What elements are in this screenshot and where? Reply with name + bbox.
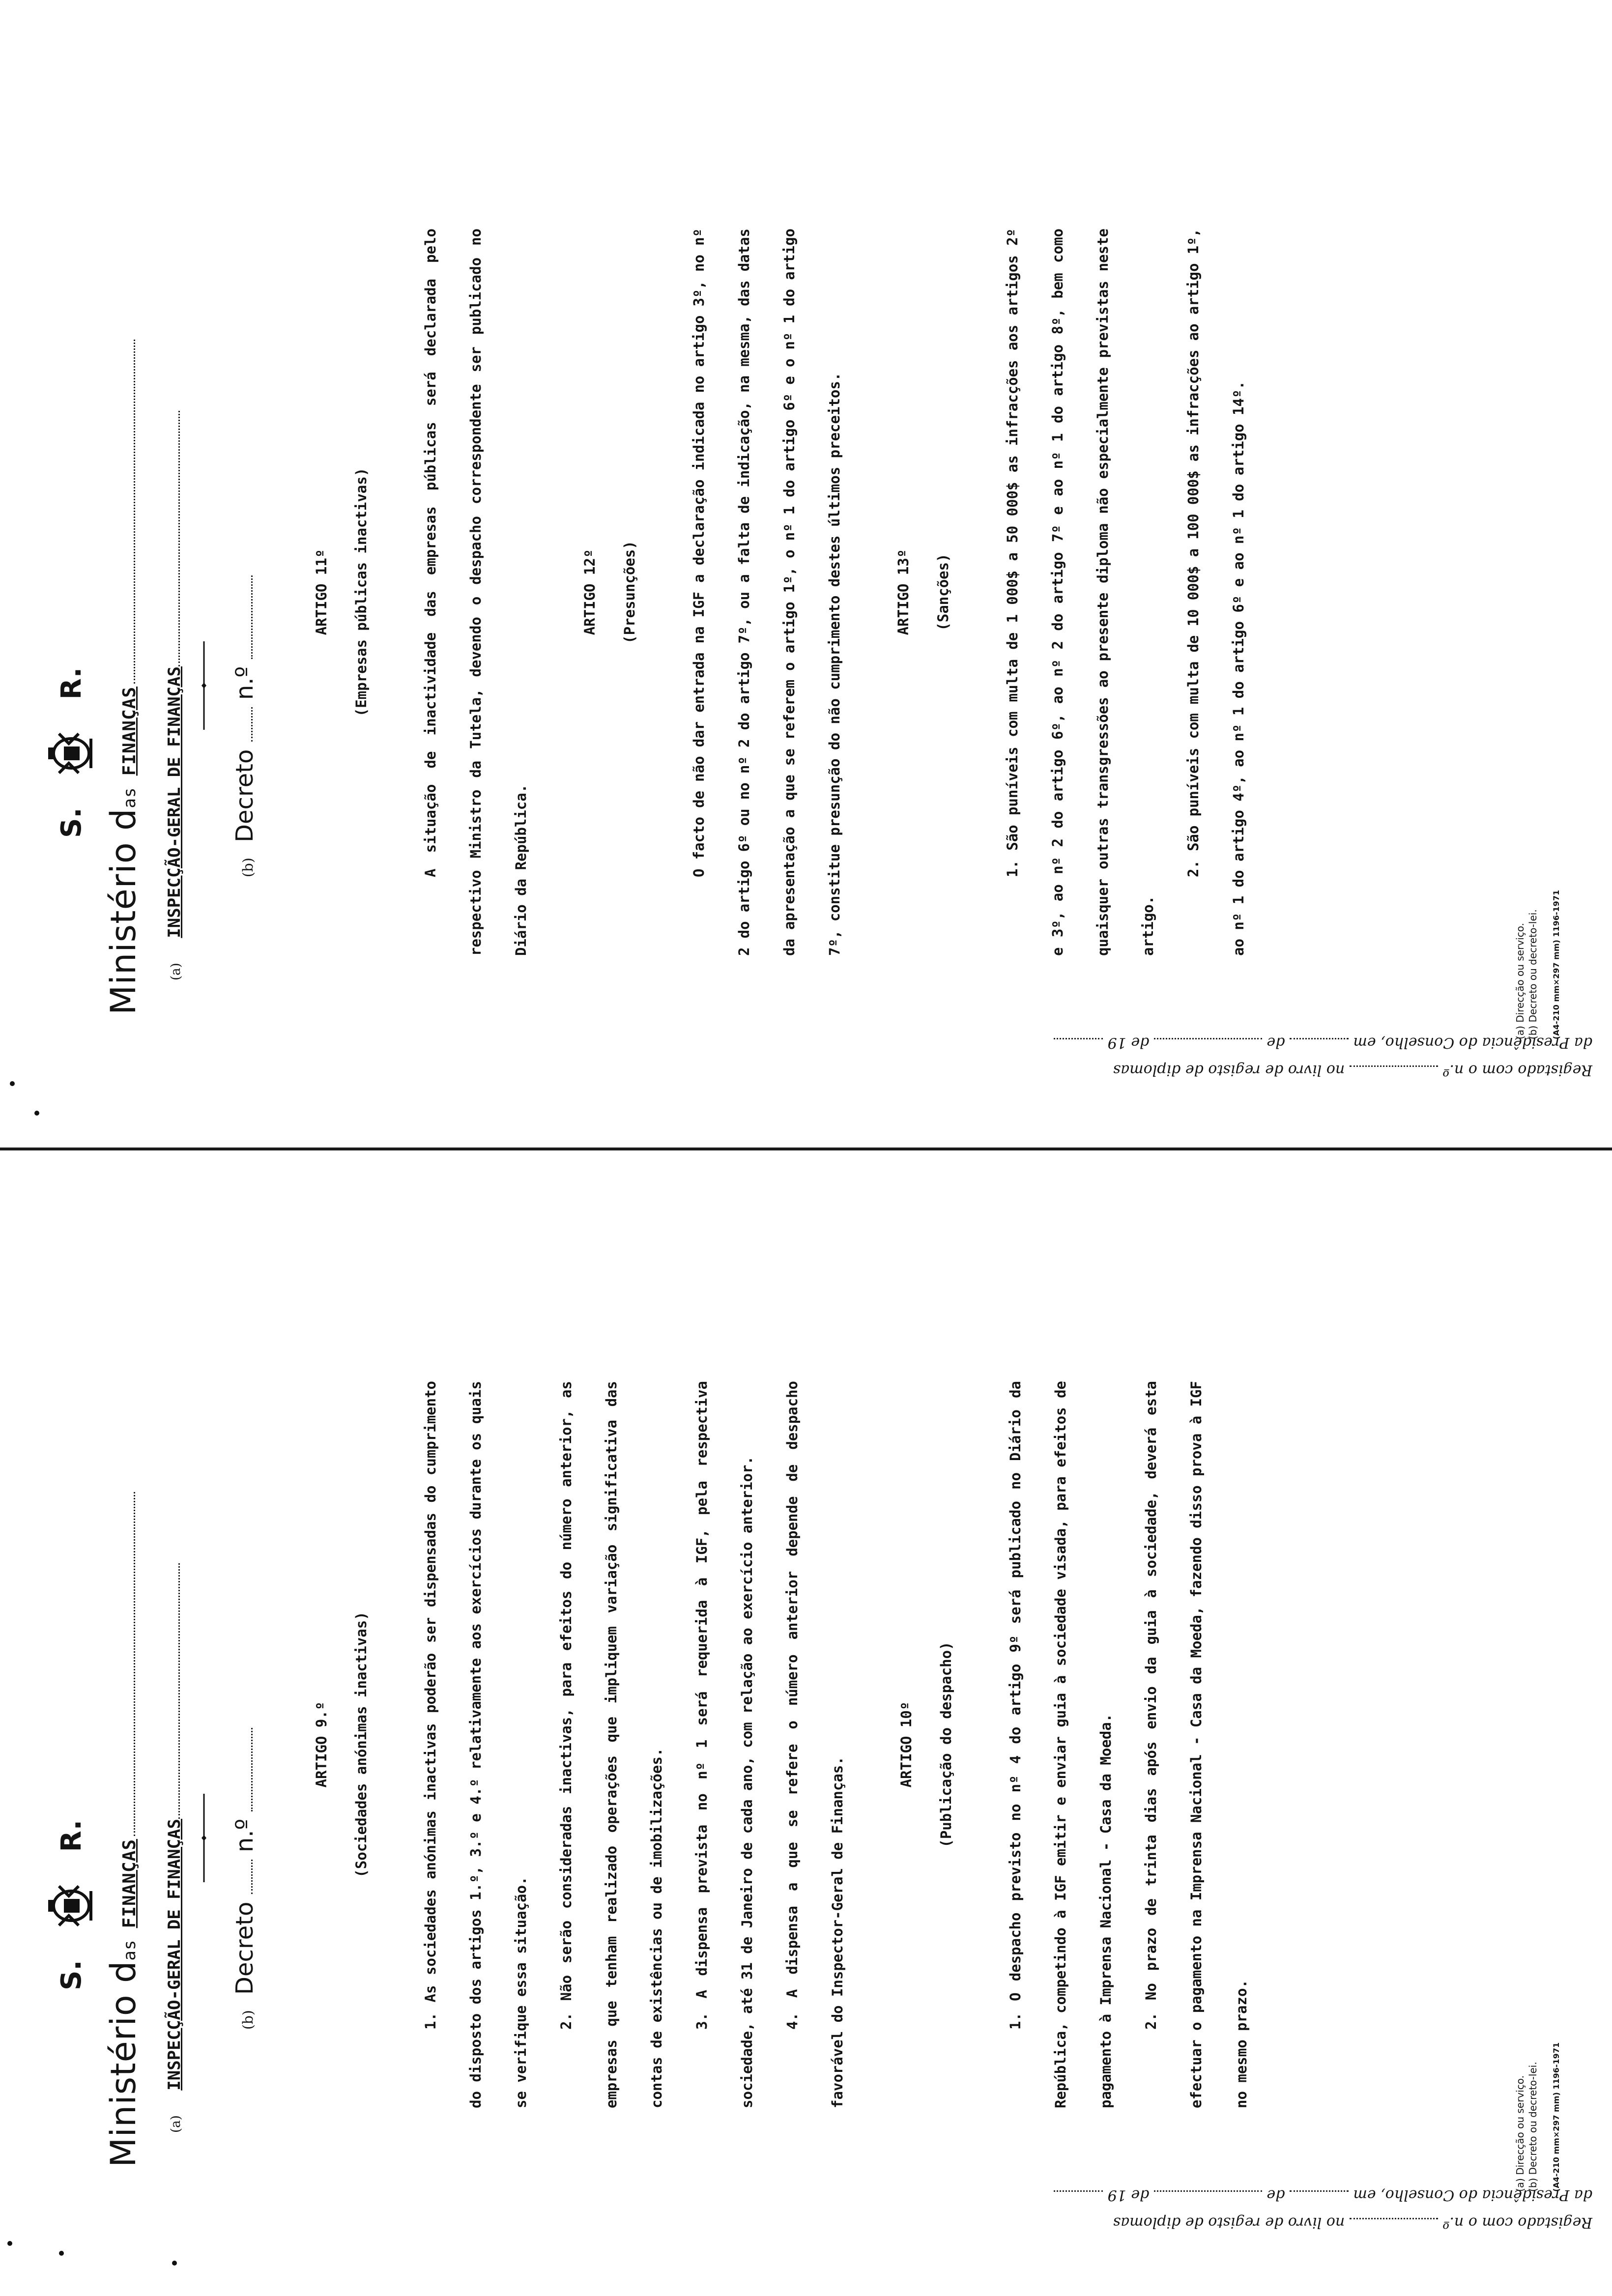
article-title: ARTIGO 10º [898, 1701, 915, 1788]
article-title: ARTIGO 12º [581, 549, 598, 635]
registration-number-blank [1350, 1065, 1438, 1067]
footnote-b: (b) Decreto ou decreto-lei. [1527, 2062, 1539, 2192]
registration-year-label: de 19 [1107, 1034, 1150, 1051]
article-subtitle: (Sanções) [935, 553, 951, 631]
decree-line [231, 1728, 259, 2030]
footnote-a: (a) Direcção ou serviço. [1514, 2075, 1526, 2192]
decree-label: Decreto [231, 1901, 259, 1995]
decree-body [315, 229, 1261, 956]
registration-de-label: de [1267, 2186, 1285, 2204]
service-line [165, 411, 184, 980]
service-line [165, 1563, 184, 2133]
footnote-a: (a) Direcção ou serviço. [1514, 923, 1526, 1039]
article-paragraph: 2. No prazo de trinta dias após envio da guia à sociedade, deverá esta efectuar o pagamento na Imprensa Nacional - Casa da Moeda, fazendo disso prova à IGF no mesmo prazo. [1143, 1381, 1250, 2108]
article-subtitle: (Empresas públicas inactivas) [353, 467, 370, 717]
ministry-das: as [120, 787, 140, 808]
decree-number-blank [251, 1728, 253, 1811]
form-code: (A4-210 mm×297 mm) 1196-1971 [1552, 890, 1561, 1039]
decree-label: Decreto [231, 749, 259, 842]
scan-speck [59, 2251, 64, 2256]
ornament-divider-icon [202, 1794, 206, 1882]
registration-month-blank [1154, 2190, 1262, 2192]
registration-day-blank [1290, 1038, 1349, 1039]
footnotes [1514, 890, 1563, 1039]
service-dotted-line [178, 411, 180, 666]
registration-number-blank [1350, 2218, 1438, 2219]
ministry-dotted-line [134, 340, 135, 684]
registration-label: Registado com o n.º [1442, 1062, 1592, 1079]
article-paragraph: 2. São puníveis com multa de 10 000$ a 100 000$ as infracções ao artigo 1º, ao nº 1 do artigo 4º, ao nº 1 do artigo 6º e ao nº 1 do artigo 14º. [1185, 229, 1247, 956]
decree-type-blank [251, 707, 253, 742]
ministry-label: Ministério d [103, 808, 144, 1015]
article-subtitle: (Presunções) [621, 541, 638, 644]
service-value: INSPECÇÃO-GERAL DE FINANÇAS [165, 666, 184, 938]
scan-speck [10, 1081, 15, 1086]
service-footnote-mark: (a) [169, 2115, 183, 2133]
ministry-line [103, 1492, 144, 2167]
scan-speck [172, 2261, 177, 2266]
document-sheet-bottom [10, 1234, 1602, 2290]
registration-council-label: da Presidência do Conselho, em [1353, 2186, 1592, 2204]
decree-number-label: n.º [231, 666, 259, 700]
service-dotted-line [178, 1563, 180, 1819]
registration-year-blank [1054, 1038, 1103, 1039]
registration-note [904, 2103, 1592, 2231]
coat-of-arms-icon [44, 1881, 98, 1930]
ministry-line [103, 340, 144, 1015]
ministry-label: Ministério d [103, 1960, 144, 2167]
decree-body [315, 1381, 1264, 2108]
emblem-letter-right: R. [55, 1819, 87, 1852]
letterhead [44, 1332, 270, 2167]
registration-book-label: no livro de registo de diplomas [1113, 2214, 1345, 2231]
article-paragraph: A situação de inactividade das empresas públicas será declarada pelo respectivo Ministro da Tutela, devendo o despacho correspondente ser publicado no Diário da República. [422, 229, 529, 956]
emblem-letter-left: S. [55, 1960, 87, 1990]
scan-speck [7, 2241, 12, 2246]
service-value: INSPECÇÃO-GERAL DE FINANÇAS [165, 1819, 184, 2091]
article-paragraph: O facto de não dar entrada na IGF a declaração indicada no artigo 3º, no nº 2 do artigo 6º ou no nº 2 do artigo 7º, ou a falta de indicação, na mesma, das datas da apresentação a que se referem o artigo 1º, o nº 1 do artigo 6º e o nº 1 do artigo 7º, constitue presunção do não cumprimento destes últimos preceitos. [691, 229, 843, 956]
ornament-divider-icon [202, 641, 206, 730]
registration-label: Registado com o n.º [1442, 2214, 1592, 2231]
ministry-value: FINANÇAS [119, 1839, 140, 1928]
article-paragraph: 2. Não serão consideradas inactivas, para efeitos do número anterior, as empresas que tenham realizado operações que impliquem variação significativa das contas de existências ou de imobilizações. [558, 1381, 665, 2108]
page-divider-line [0, 1148, 1612, 1150]
decree-number-blank [251, 575, 253, 659]
article-title: ARTIGO 13º [895, 549, 912, 635]
registration-day-blank [1290, 2190, 1349, 2192]
emblem-letter-right: R. [55, 667, 87, 700]
footnote-b: (b) Decreto ou decreto-lei. [1527, 909, 1539, 1039]
registration-note [904, 951, 1592, 1079]
article-subtitle: (Publicação do despacho) [938, 1641, 954, 1848]
registration-book-label: no livro de registo de diplomas [1113, 1062, 1345, 1079]
emblem-row [44, 667, 98, 838]
ministry-value: FINANÇAS [119, 687, 140, 776]
decree-type-blank [251, 1860, 253, 1894]
letterhead [44, 179, 270, 1015]
article-title: ARTIGO 9.º [313, 1701, 330, 1788]
registration-year-label: de 19 [1107, 2186, 1150, 2204]
ministry-das: as [120, 1939, 140, 1961]
registration-year-blank [1054, 2190, 1103, 2192]
article-paragraph: 1. As sociedades anónimas inactivas poderão ser dispensadas do cumprimento do disposto dos artigos 1.º, 3.º e 4.º relativamente aos exercícios durante os quais se verifique essa situação. [422, 1381, 529, 2108]
article-paragraph: 3. A dispensa prevista no nº 1 será requerida à IGF, pela respectiva sociedade, até 31 de Janeiro de cada ano, com relação ao exercício anterior. [693, 1381, 755, 2108]
registration-de-label: de [1267, 1034, 1285, 1051]
form-code: (A4-210 mm×297 mm) 1196-1971 [1552, 2042, 1561, 2192]
decree-footnote-mark: (b) [240, 858, 256, 877]
article-paragraph: 1. São puníveis com multa de 1 000$ a 50 000$ as infracções aos artigos 2º e 3º, ao nº 2 do artigo 6º, ao nº 2 do artigo 7º e ao nº 1 do artigo 8º, bem como quaisquer outras transgressões ao presente diploma não especialmente previstas neste artigo. [1004, 229, 1156, 956]
ministry-dotted-line [134, 1492, 135, 1836]
decree-line [231, 575, 259, 877]
coat-of-arms-icon [44, 729, 98, 778]
registration-month-blank [1154, 1038, 1262, 1039]
decree-number-label: n.º [231, 1818, 259, 1853]
article-paragraph: 1. O despacho previsto no nº 4 do artigo 9º será publicado no Diário da República, competindo à IGF emitir e enviar guia à sociedade visada, para efeitos de pagamento à Imprensa Nacional - Casa da Moeda. [1007, 1381, 1114, 2108]
article-subtitle: (Sociedades anónimas inactivas) [353, 1611, 370, 1878]
document-sheet-top [10, 81, 1602, 1138]
registration-council-label: da Presidência do Conselho, em [1353, 1034, 1592, 1051]
footnotes [1514, 2042, 1563, 2192]
article-paragraph: 4. A dispensa a que se refere o número anterior depende de despacho favorável do Inspector-Geral de Finanças. [784, 1381, 846, 2108]
emblem-letter-left: S. [55, 807, 87, 838]
article-title: ARTIGO 11º [313, 549, 330, 635]
decree-footnote-mark: (b) [240, 2010, 256, 2030]
scan-speck [34, 1111, 39, 1116]
service-footnote-mark: (a) [169, 963, 183, 980]
emblem-row [44, 1820, 98, 1990]
